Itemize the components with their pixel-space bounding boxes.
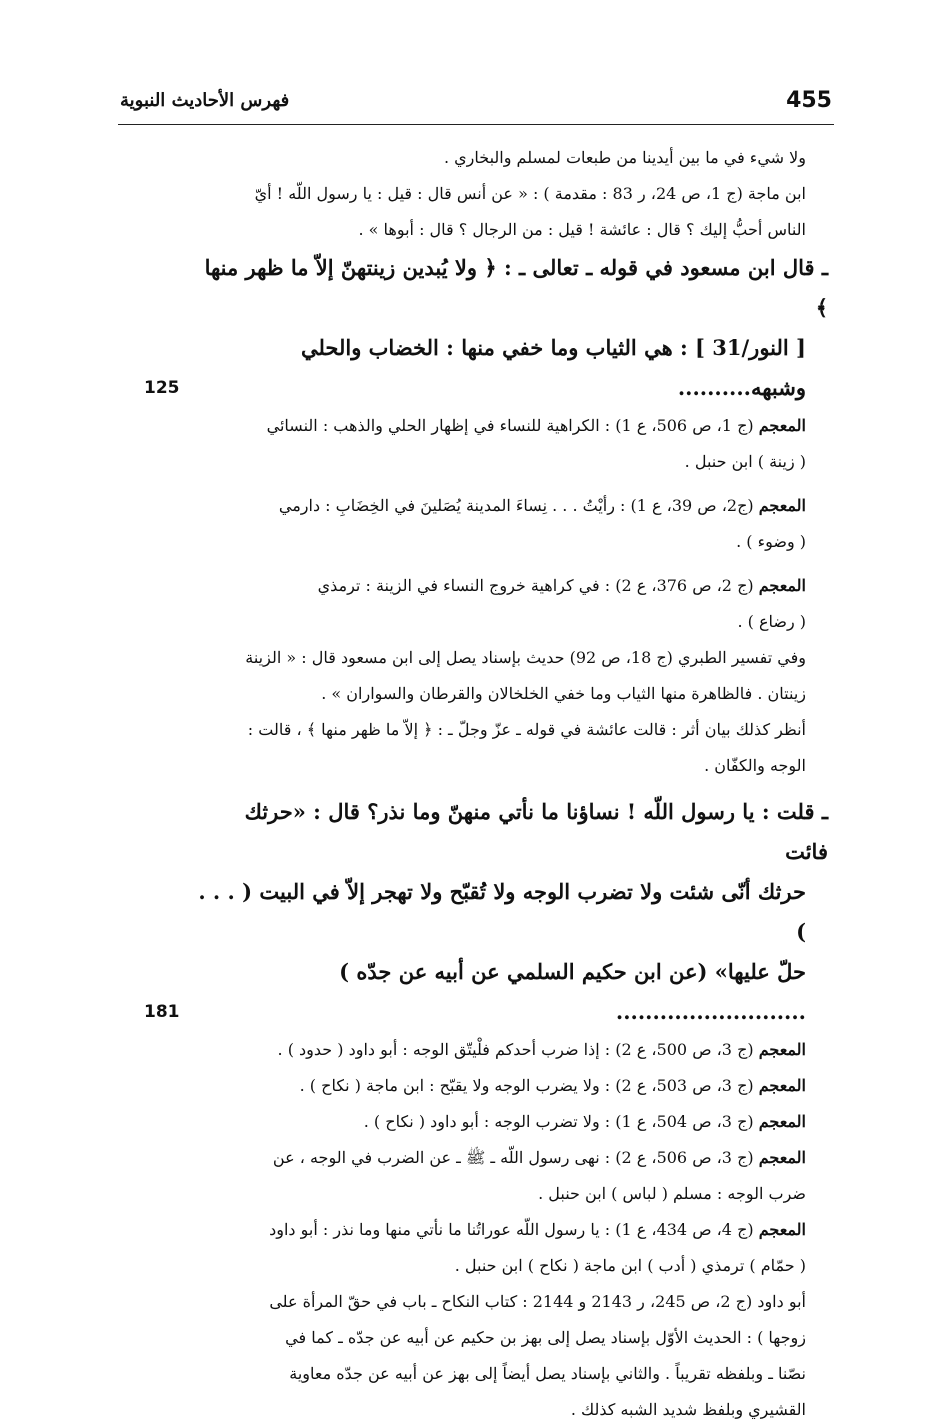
- text-line: [196, 1212, 806, 1248]
- hadith-heading-line: [144, 328, 806, 408]
- source-label: المعجم: [758, 1076, 806, 1095]
- text-line: [196, 568, 806, 604]
- page-number: 455: [786, 88, 832, 113]
- hadith-text: [ النور/31 ] : هي الثياب وما خفي منها : الخضاب والحلي وشبهه..........: [300, 335, 806, 400]
- text-line: زوجها ) : الحديث الأوّل بإسناد يصل إلى بهز بن حكيم عن أبيه عن جدّه ـ كما في: [285, 1328, 806, 1347]
- hadith-heading-line: حرثك أنّى شئت ولا تضرب الوجه ولا تُقبّح ولا تهجر إلاّ في البيت ( . . . ): [198, 879, 806, 944]
- source-label: المعجم: [758, 1112, 806, 1131]
- text-line: وفي تفسير الطبري (ج 18، ص 92) حديث بإسناد يصل إلى ابن مسعود قال : « الزينة: [245, 648, 806, 667]
- source-text: (ج 3، ص 504، ع 1) : ولا تضرب الوجه : أبو داود ( نكاح ) .: [363, 1112, 759, 1131]
- source-text: (ج 3، ص 500، ع 2) : إذا ضرب أحدكم فلْيتّق الوجه : أبو داود ( حدود ) .: [277, 1040, 759, 1059]
- text-line: الوجه والكفّان .: [704, 756, 806, 775]
- source-label: المعجم: [758, 576, 806, 595]
- text-line: ولا شيء في ما بين أيدينا من طبعات لمسلم والبخاري .: [443, 148, 806, 167]
- text-line: الناس أحبُّ إليك ؟ قال : عائشة ! قيل : من الرجال ؟ قال : أبوها » .: [358, 220, 806, 239]
- text-line: [196, 488, 806, 524]
- source-label: المعجم: [758, 416, 806, 435]
- text-line: نصّنا ـ وبلفظه تقريباً . والثاني بإسناد يصل أيضاً إلى بهز عن أبيه عن جدّه معاوية: [289, 1364, 806, 1383]
- source-label: المعجم: [758, 1220, 806, 1239]
- text-line: [196, 1032, 806, 1068]
- text-line: [196, 1068, 806, 1104]
- text-line: ابن ماجة (ج 1، ص 24، ر 83 : مقدمة ) : « عن أنس قال : قيل : يا رسول اللّه ! أيّ: [254, 184, 806, 203]
- source-text: (ج 2، ص 376، ع 2) : في كراهية خروج النساء في الزينة : ترمذي: [317, 576, 759, 595]
- hadith-ref-number: 125: [144, 378, 180, 398]
- source-text: (ج 3، ص 503، ع 2) : ولا يضرب الوجه ولا يقبّح : ابن ماجة ( نكاح ) .: [299, 1076, 759, 1095]
- page-header: [120, 88, 832, 120]
- source-text: (ج 3، ص 506، ع 2) : نهى رسول اللّه ـ ﷺ ـ عن الضرب في الوجه ، عن: [272, 1148, 759, 1167]
- text-line: ضرب الوجه : مسلم ( لباس ) ابن حنبل .: [538, 1184, 806, 1203]
- text-line: ( رضاع ) .: [737, 612, 806, 631]
- header-rule: [118, 124, 834, 125]
- hadith-heading-line: [144, 952, 806, 1032]
- text-line: ( وضوء ) .: [736, 532, 806, 551]
- running-title: فهرس الأحاديث النبوية: [120, 90, 290, 111]
- source-label: المعجم: [758, 1040, 806, 1059]
- text-line: [196, 1140, 806, 1176]
- text-line: زينتان . فالظاهرة منها الثياب وما خفي الخلخالان والقرطان والسواران » .: [321, 684, 806, 703]
- source-label: المعجم: [758, 496, 806, 515]
- hadith-heading-line: ـ قلت : يا رسول اللّه ! نساؤنا ما نأتي منهنّ وما نذر؟ قال : «حرثك فائت: [244, 799, 828, 864]
- hadith-text: حلّ عليها» (عن ابن حكيم السلمي عن أبيه عن جدّه ) ..........................: [339, 959, 806, 1024]
- source-text: (ج 4، ص 434، ع 1) : يا رسول اللّه عوراتُنا ما نأتي منها وما نذر : أبو داود: [269, 1220, 759, 1239]
- text-line: أبو داود (ج 2، ص 245، ر 2143 و 2144 : كتاب النكاح ـ باب في حقّ المرأة على: [269, 1292, 806, 1311]
- text-line: [196, 408, 806, 444]
- hadith-ref-number: 181: [144, 1002, 180, 1022]
- text-line: ( حمّام ) ترمذي ( أدب ) ابن ماجة ( نكاح ) ابن حنبل .: [454, 1256, 806, 1275]
- text-line: ( زينة ) ابن حنبل .: [684, 452, 806, 471]
- text-line: أنظر كذلك بيان أثر : قالت عائشة في قوله ـ عزّ وجلّ ـ : ﴿ إلاّ ما ظهر منها ﴾ ، قالت :: [247, 720, 806, 739]
- text-line: القشيري وبلفظ شديد الشبه كذلك .: [570, 1400, 806, 1419]
- source-text: (ج2، ص 39، ع 1) : رأيْتُ . . . نِساءَ المدينة يُصَلينَ في الخِضَابِ : دارمي: [278, 496, 759, 515]
- page-body: [144, 140, 828, 1428]
- source-text: (ج 1، ص 506، ع 1) : الكراهية للنساء في إظهار الحلي والذهب : النسائي: [266, 416, 759, 435]
- source-label: المعجم: [758, 1148, 806, 1167]
- text-line: [196, 1104, 806, 1140]
- hadith-heading-line: ـ قال ابن مسعود في قوله ـ تعالى ـ : ﴿ ولا يُبدين زينتهنّ إلاّ ما ظهر منها ﴾: [204, 255, 828, 320]
